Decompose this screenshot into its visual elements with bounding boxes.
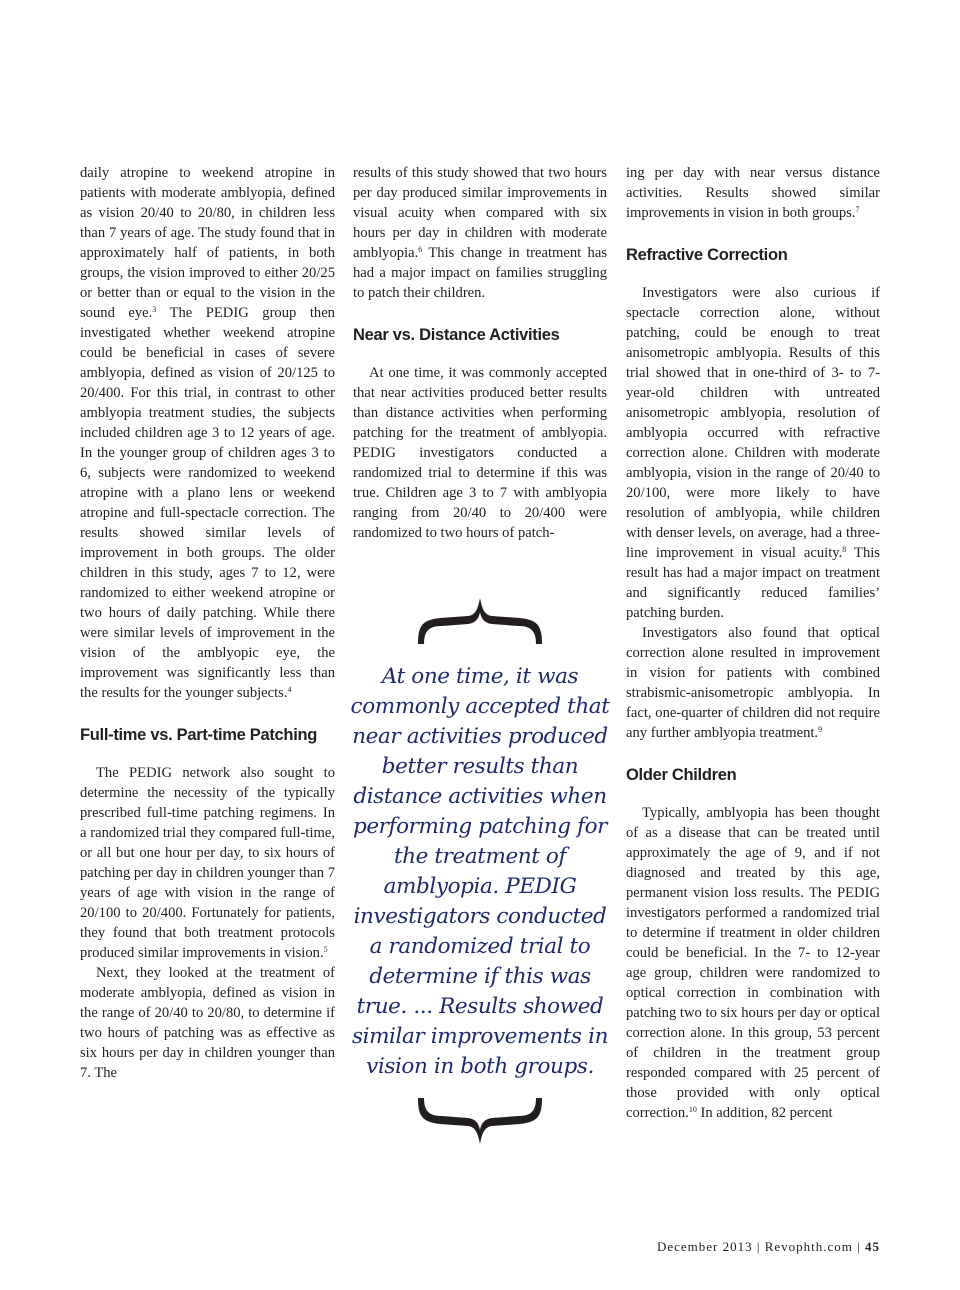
paragraph: daily atropine to weekend atropine in patients with moderate amblyopia, defined as vision 20/40 to 20/80, in children less than 7 years of age. The study found that in approximately half of patients, in both groups, the vision improved to either 20/25 or better than or equal to the vision in the sound eye.$^3$ The PEDIG group then investigated whether weekend atropine could be beneficial in cases of severe amblyopia, defined as vision of 20/125 to 20/400. For this trial, in contrast to other amblyopia treatment studies, the subjects included children age 3 to 12 years of age. In the younger group of children ages 3 to 6, subjects were randomized to weekend atropine with a plano lens or weekend atropine and full-spectacle correction. The results showed similar levels of improvement in both groups. The older children in this study, ages 7 to 12, were randomized to either weekend atropine or two hours of daily patching. While there were similar levels of improvement in the vision of the amblyopic eye, the improvement was significantly less than the results for the younger subjects.$^4$ [80,165,335,701]
page-number: 45 [865,1239,880,1254]
reference-superscript: 3 [152,305,157,314]
pull-quote-text: At one time, it was commonly accepted that near activities produced better results than distance activities when performing patching for the treatment of amblyopia. PEDIG investigators conducted a randomized trial to determine if this was true. ... Results showed similar improvements in vision in both groups. [350,664,610,1079]
paragraph: Investigators also found that optical correction alone resulted in improvement in vision for patients with combined strabismic-anisometropic amblyopia. In fact, one-quarter of children did not require any further amblyopia treatment.$^9$ [626,625,880,741]
bottom-brace-icon [348,1094,612,1146]
paragraph: The PEDIG network also sought to determine the necessity of the typically prescribed full-time patching regimens. In a randomized trial they compared full-time, or all but one hour per day, to six hours of patching per day in children younger than 7 years of age with vision in the range of 20/100 to 20/400. Fortunately for patients, they found that both treatment protocols produced similar improvements in vision.$^5$ [80,765,335,961]
column-3 [626,163,880,1123]
section-heading: Refractive Correction [626,246,788,264]
top-brace-icon [348,596,612,648]
column-1 [80,163,335,1083]
reference-superscript: 6 [418,245,423,254]
paragraph: Typically, amblyopia has been thought of as a disease that can be treated until approximately the age of 9, and if not diagnosed and treated by this age, permanent vision loss results. The PEDIG investigators performed a randomized trial to determine if treatment in older children could be beneficial. In the 7- to 12-year age group, children were randomized to optical correction in combination with patching two to six hours per day or optical correction alone. In this group, 53 percent of children in the treatment group responded compared with 25 percent of those provided with only optical correction.$^{10}$ In addition, 82 percent [626,805,880,1121]
section-heading: Full-time vs. Part-time Patching [80,726,318,744]
reference-superscript: 9 [818,725,823,734]
paragraph: Next, they looked at the treatment of moderate amblyopia, defined as vision in the range of 20/40 to 20/80, to determine if two hours of patching was as effective as six hours per day in children younger than 7. The [80,965,335,1081]
reference-superscript: 5 [323,945,328,954]
reference-superscript: 8 [842,545,847,554]
reference-superscript: 4 [287,685,292,694]
paragraph: ing per day with near versus distance activities. Results showed similar improvements in vision in both groups.$^7$ [626,165,880,221]
footer-date-site: December 2013 | Revophth.com | [656,1239,865,1254]
paragraph: Investigators were also curious if spectacle correction alone, without patching, could be enough to treat anisometropic amblyopia. Results of this trial showed that in one-third of 3- to 7-year-old children with untreated anisometropic amblyopia, resolution of amblyopia occurred with refractive correction alone. Children with moderate amblyopia, vision in the range of 20/40 to 20/100, were more likely to have resolution of amblyopia, while children with denser levels, on average, had a three-line improvement in visual acuity.$^8$ This result has had a major impact on treatment and significantly reduced families’ patching burden. [626,285,880,621]
section-heading: Near vs. Distance Activities [353,326,560,344]
section-heading: Older Children [626,766,737,784]
reference-superscript: 7 [855,205,860,214]
paragraph: At one time, it was commonly accepted that near activities produced better results than distance activities when performing patching for the treatment of amblyopia. PEDIG investigators conducted a randomized trial to determine if this was true. Children age 3 to 7 with amblyopia ranging from 20/40 to 20/400 were randomized to two hours of patch- [353,365,607,541]
reference-superscript: 10 [688,1105,697,1114]
column-2 [353,163,607,543]
paragraph: results of this study showed that two hours per day produced similar improvements in visual acuity when compared with six hours per day in children with moderate amblyopia.$^6$ This change in treatment has had a major impact on families struggling to patch their children. [353,165,607,301]
page-footer [657,1239,880,1255]
pull-quote [348,596,612,1146]
